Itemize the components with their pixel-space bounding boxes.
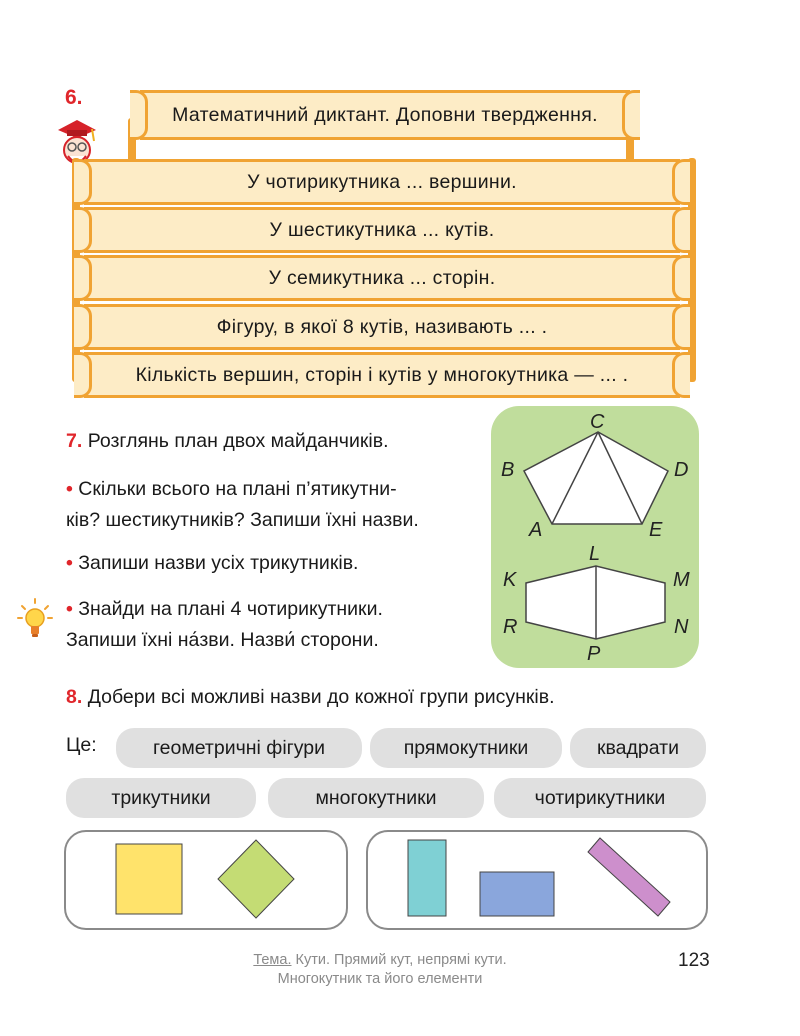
task-7-bullet-3: • Знайди на плані 4 чотирикутники. Запиши їхні на́зви. Назви́ сторони. <box>66 598 383 651</box>
task-7-intro-text: Розглянь план двох майданчиків. <box>87 430 389 452</box>
picture-group-1 <box>64 830 348 930</box>
task-8-prefix: Це: <box>66 734 97 756</box>
green-rhombus <box>218 840 294 918</box>
chip-polygons[interactable]: многокутники <box>268 778 484 818</box>
dictation-row-5: Кількість вершин, сторін і кутів у многокутника — ... . <box>84 352 680 398</box>
plan-label-c: C <box>590 411 605 433</box>
task-8-instruction: Добери всі можливі назви до кожної групи рисунків. <box>87 686 555 708</box>
purple-rectangle <box>588 838 670 916</box>
chip-geometric-figures[interactable]: геометричні фігури <box>116 728 362 768</box>
task-8-number: 8. <box>66 686 83 708</box>
task-8-text <box>66 682 555 713</box>
plan-label-l: L <box>589 543 601 565</box>
footer-line-2: Многокутник та його елементи <box>277 971 483 987</box>
dictation-row-1: У чотирикутника ... вершини. <box>84 159 680 205</box>
plan-label-a: A <box>529 519 543 541</box>
lightbulb-icon <box>17 598 53 640</box>
chip-rectangles[interactable]: прямокутники <box>370 728 562 768</box>
picture-group-2 <box>366 830 708 930</box>
plan-label-n: N <box>674 616 689 638</box>
plan-label-d: D <box>674 459 689 481</box>
task-7-intro <box>66 426 388 457</box>
plan-label-e: E <box>649 519 663 541</box>
footer-line-1: Кути. Прямий кут, непрямі кути. <box>295 952 507 968</box>
plan-label-b: B <box>501 459 515 481</box>
plan-label-k: K <box>503 569 517 591</box>
yellow-square <box>116 844 182 914</box>
teal-rectangle <box>408 840 446 916</box>
plan-label-r: R <box>503 616 518 638</box>
footer-topic <box>180 951 580 989</box>
blue-rectangle <box>480 872 554 916</box>
task-7-number: 7. <box>66 430 83 452</box>
chip-squares[interactable]: квадрати <box>570 728 706 768</box>
task-6-number: 6. <box>65 86 83 109</box>
task-6-title: Математичний диктант. Доповни твердження. <box>140 90 630 140</box>
page-number: 123 <box>678 950 710 971</box>
dictation-row-4: Фігуру, в якої 8 кутів, називають ... . <box>84 304 680 350</box>
playground-plan <box>491 406 699 668</box>
dictation-row-3: У семикутника ... сторін. <box>84 255 680 301</box>
task-7-bullet-1: • Скільки всього на плані п’ятикутни- ків? шестикутників? Запиши їхні назви. <box>66 478 419 531</box>
plan-label-m: M <box>673 569 690 591</box>
plan-label-p: P <box>587 643 601 665</box>
chip-quadrilaterals[interactable]: чотирикутники <box>494 778 706 818</box>
footer-tema: Тема. <box>253 952 292 968</box>
plan-drawing <box>491 406 699 668</box>
chip-triangles[interactable]: трикутники <box>66 778 256 818</box>
task-7-bullet-2: • Запиши назви усіх трикутників. <box>66 552 359 574</box>
dictation-row-2: У шестикутника ... кутів. <box>84 207 680 253</box>
